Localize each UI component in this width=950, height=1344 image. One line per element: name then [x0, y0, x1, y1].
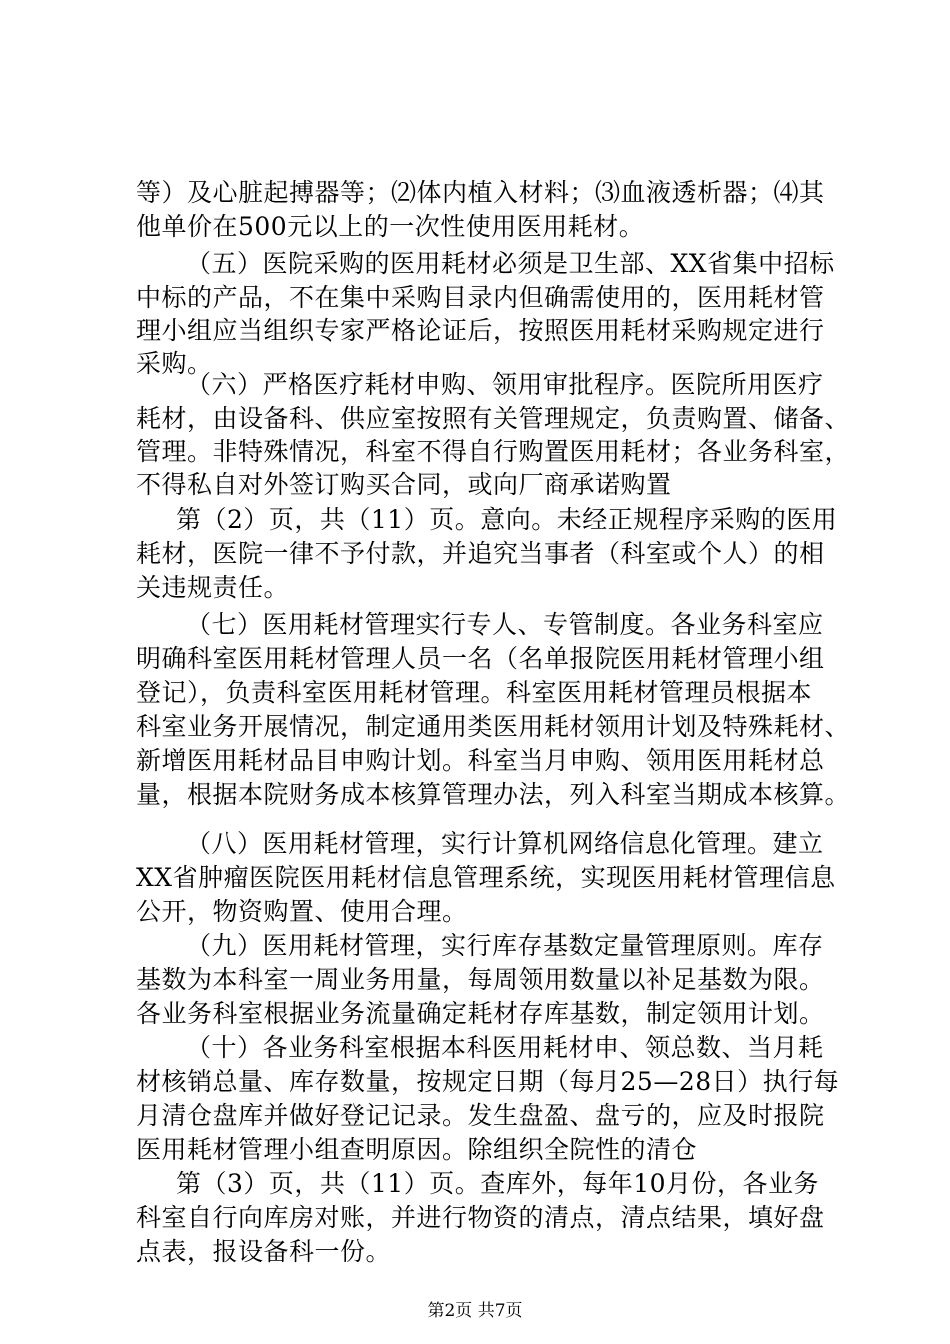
text-line: 点表，报设备科一份。 [136, 1237, 392, 1266]
text-line: 耗材，由设备科、供应室按照有关管理规定，负责购置、储备、 [136, 404, 851, 433]
text-line: 各业务科室根据业务流量确定耗材存库基数，制定领用计划。 [136, 999, 825, 1028]
page-marker-line: 第（3）页，共（11）页。查库外，每年10月份，各业务 [176, 1169, 820, 1198]
text-line: 不得私自对外签订购买合同，或向厂商承诺购置 [136, 470, 672, 499]
text-line: 月清仓盘库并做好登记记录。发生盘盈、盘亏的，应及时报院 [136, 1101, 825, 1130]
text-line: 关违规责任。 [136, 573, 290, 602]
paragraph-first-line: （十）各业务科室根据本科医用耗材申、领总数、当月耗 [186, 1033, 824, 1062]
paragraph-first-line: （九）医用耗材管理，实行库存基数定量管理原则。库存 [186, 931, 824, 960]
text-line: XX省肿瘤医院医用耗材信息管理系统，实现医用耗材管理信息 [136, 863, 836, 892]
text-line: 科室自行向库房对账，并进行物资的清点，清点结果，填好盘 [136, 1203, 825, 1232]
text-line: 中标的产品，不在集中采购目录内但确需使用的，医用耗材管 [136, 283, 825, 312]
text-line: 医用耗材管理小组查明原因。除组织全院性的清仓 [136, 1135, 698, 1164]
text-line: 量，根据本院财务成本核算管理办法，列入科室当期成本核算。 [136, 780, 851, 809]
text-line: 科室业务开展情况，制定通用类医用耗材领用计划及特殊耗材、 [136, 712, 851, 741]
paragraph-first-line: （六）严格医疗耗材申购、领用审批程序。医院所用医疗 [186, 370, 824, 399]
paragraph-first-line: （八）医用耗材管理，实行计算机网络信息化管理。建立 [186, 829, 824, 858]
text-line: 新增医用耗材品目申购计划。科室当月申购、领用医用耗材总 [136, 746, 825, 775]
text-line: 等）及心脏起搏器等；⑵体内植入材料；⑶血液透析器；⑷其 [136, 178, 825, 207]
paragraph-first-line: （五）医院采购的医用耗材必须是卫生部、XX省集中招标 [186, 249, 835, 278]
text-line: 管理。非特殊情况，科室不得自行购置医用耗材；各业务科室， [136, 437, 851, 466]
text-line: 公开，物资购置、使用合理。 [136, 897, 468, 926]
text-line: 登记），负责科室医用耗材管理。科室医用耗材管理员根据本 [136, 678, 813, 707]
text-line: 他单价在500元以上的一次性使用医用耗材。 [136, 212, 645, 241]
text-line: 材核销总量、库存数量，按规定日期（每月25—28日）执行每 [136, 1067, 840, 1096]
text-line: 明确科室医用耗材管理人员一名（名单报院医用耗材管理小组 [136, 644, 825, 673]
paragraph-first-line: （七）医用耗材管理实行专人、专管制度。各业务科室应 [186, 610, 824, 639]
text-line: 耗材，医院一律不予付款，并追究当事者（科室或个人）的相 [136, 539, 825, 568]
page-footer: 第2页 共7页 [427, 1301, 523, 1321]
page-marker-line: 第（2）页，共（11）页。意向。未经正规程序采购的医用 [176, 505, 838, 534]
text-line: 基数为本科室一周业务用量，每周领用数量以补足基数为限。 [136, 965, 825, 994]
text-line: 采购。 [136, 349, 213, 378]
text-line: 理小组应当组织专家严格论证后，按照医用耗材采购规定进行 [136, 316, 825, 345]
